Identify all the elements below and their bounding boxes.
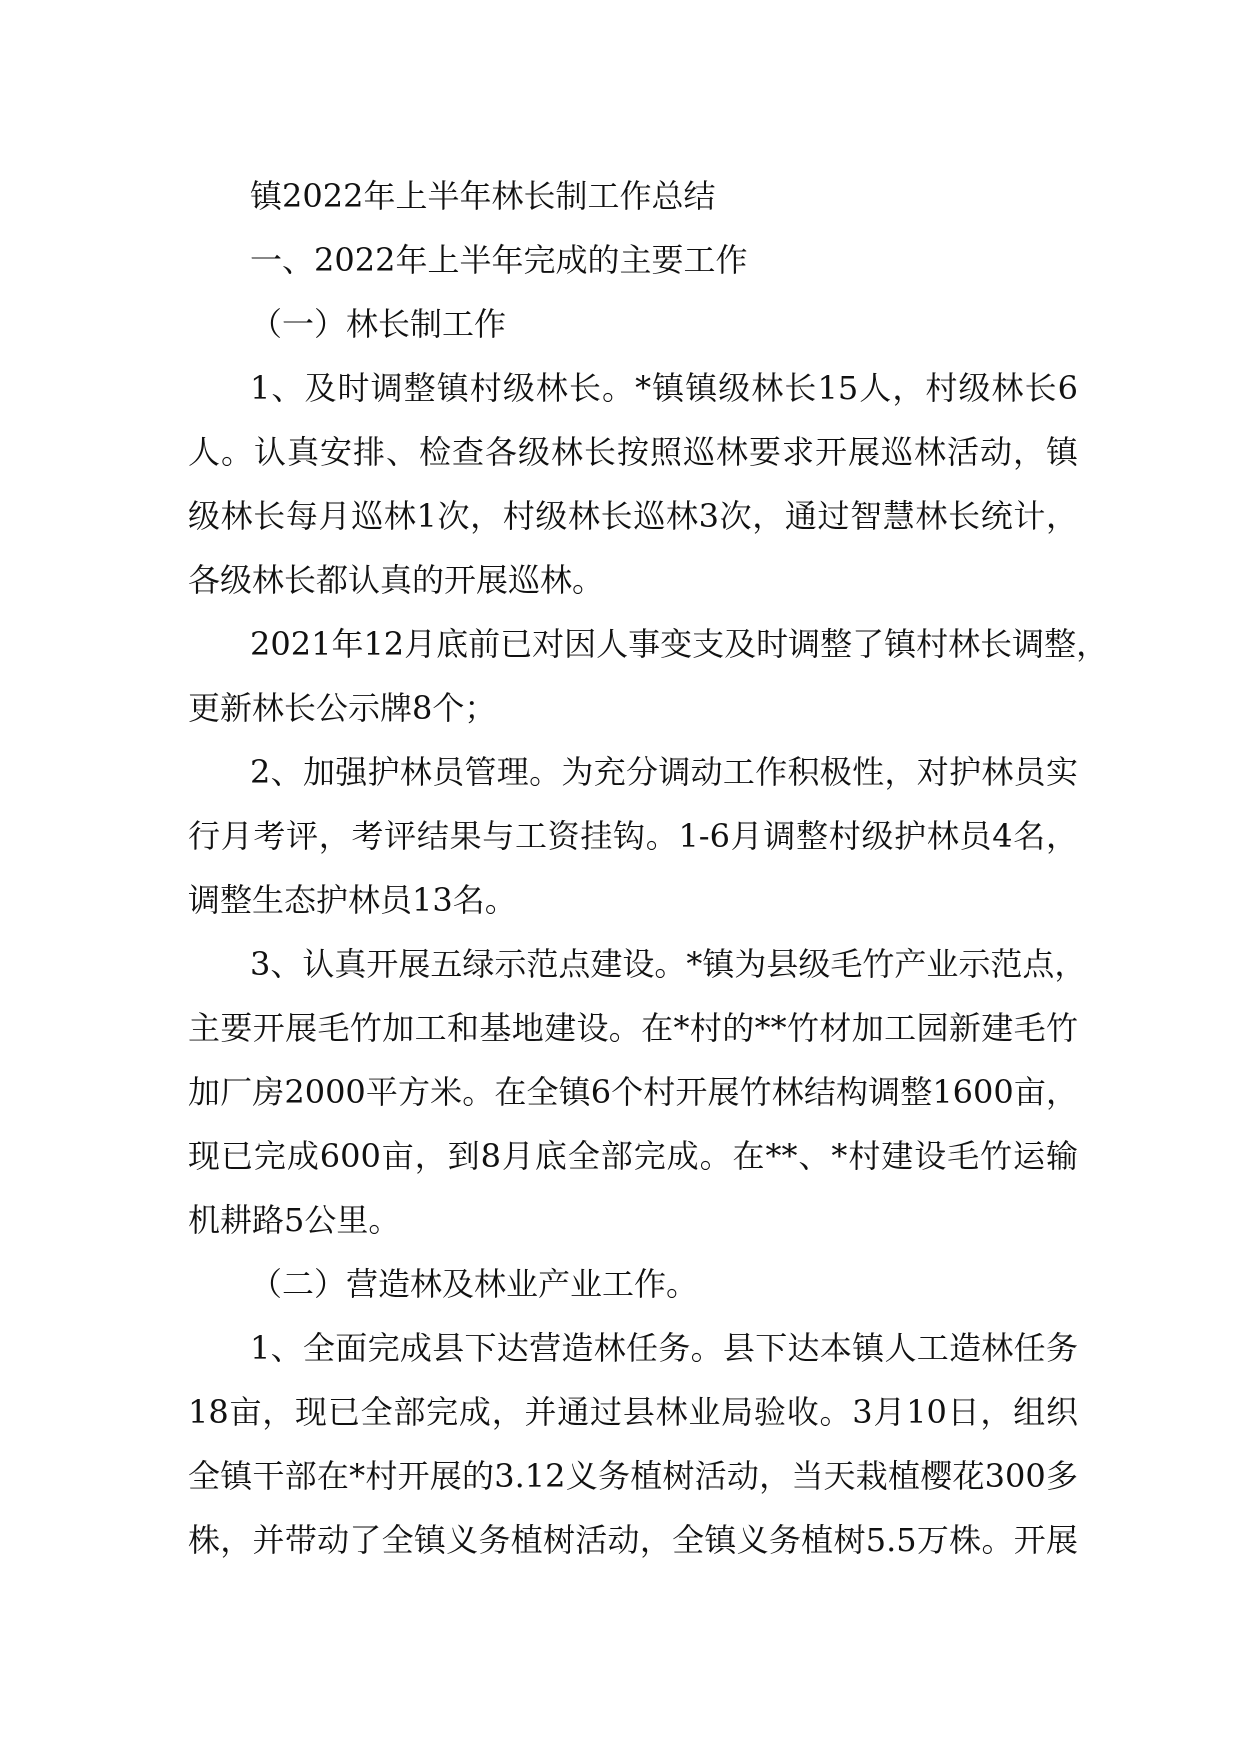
subsection-heading: （二）营造林及林业产业工作。 (250, 1265, 699, 1303)
paragraph-line: 人。认真安排、检查各级林长按照巡林要求开展巡林活动，镇 (188, 433, 1078, 471)
paragraph-line: 2、加强护林员管理。为充分调动工作积极性，对护林员实 (250, 753, 1078, 791)
paragraph-line: 18亩，现已全部完成，并通过县林业局验收。3月10日，组织 (188, 1393, 1078, 1431)
paragraph-line: 1、全面完成县下达营造林任务。县下达本镇人工造林任务 (250, 1329, 1078, 1367)
paragraph-line: 加厂房2000平方米。在全镇6个村开展竹林结构调整1600亩， (188, 1073, 1078, 1111)
paragraph-line: 行月考评，考评结果与工资挂钩。1-6月调整村级护林员4名， (188, 817, 1078, 855)
paragraph-line: 3、认真开展五绿示范点建设。*镇为县级毛竹产业示范点， (250, 945, 1087, 983)
paragraph-line: 主要开展毛竹加工和基地建设。在*村的**竹材加工园新建毛竹 (188, 1009, 1078, 1047)
paragraph-line: 各级林长都认真的开展巡林。 (188, 561, 605, 599)
paragraph-line: 2021年12月底前已对因人事变支及时调整了镇村林长调整， (250, 625, 1109, 663)
paragraph-line: 株，并带动了全镇义务植树活动，全镇义务植树5.5万株。开展 (188, 1521, 1078, 1559)
paragraph-line: 机耕路5公里。 (188, 1201, 401, 1239)
subsection-heading: （一）林长制工作 (250, 305, 507, 343)
paragraph-line: 更新林长公示牌8个； (188, 689, 497, 727)
section-heading: 一、2022年上半年完成的主要工作 (250, 241, 748, 279)
paragraph-line: 现已完成600亩，到8月底全部完成。在**、*村建设毛竹运输 (188, 1137, 1078, 1175)
paragraph-line: 全镇干部在*村开展的3.12义务植树活动，当天栽植樱花300多 (188, 1457, 1078, 1495)
document-title: 镇2022年上半年林长制工作总结 (250, 177, 716, 215)
paragraph-line: 级林长每月巡林1次，村级林长巡林3次，通过智慧林长统计， (188, 497, 1078, 535)
paragraph-line: 1、及时调整镇村级林长。*镇镇级林长15人，村级林长6 (250, 369, 1078, 407)
paragraph-line: 调整生态护林员13名。 (188, 881, 517, 919)
